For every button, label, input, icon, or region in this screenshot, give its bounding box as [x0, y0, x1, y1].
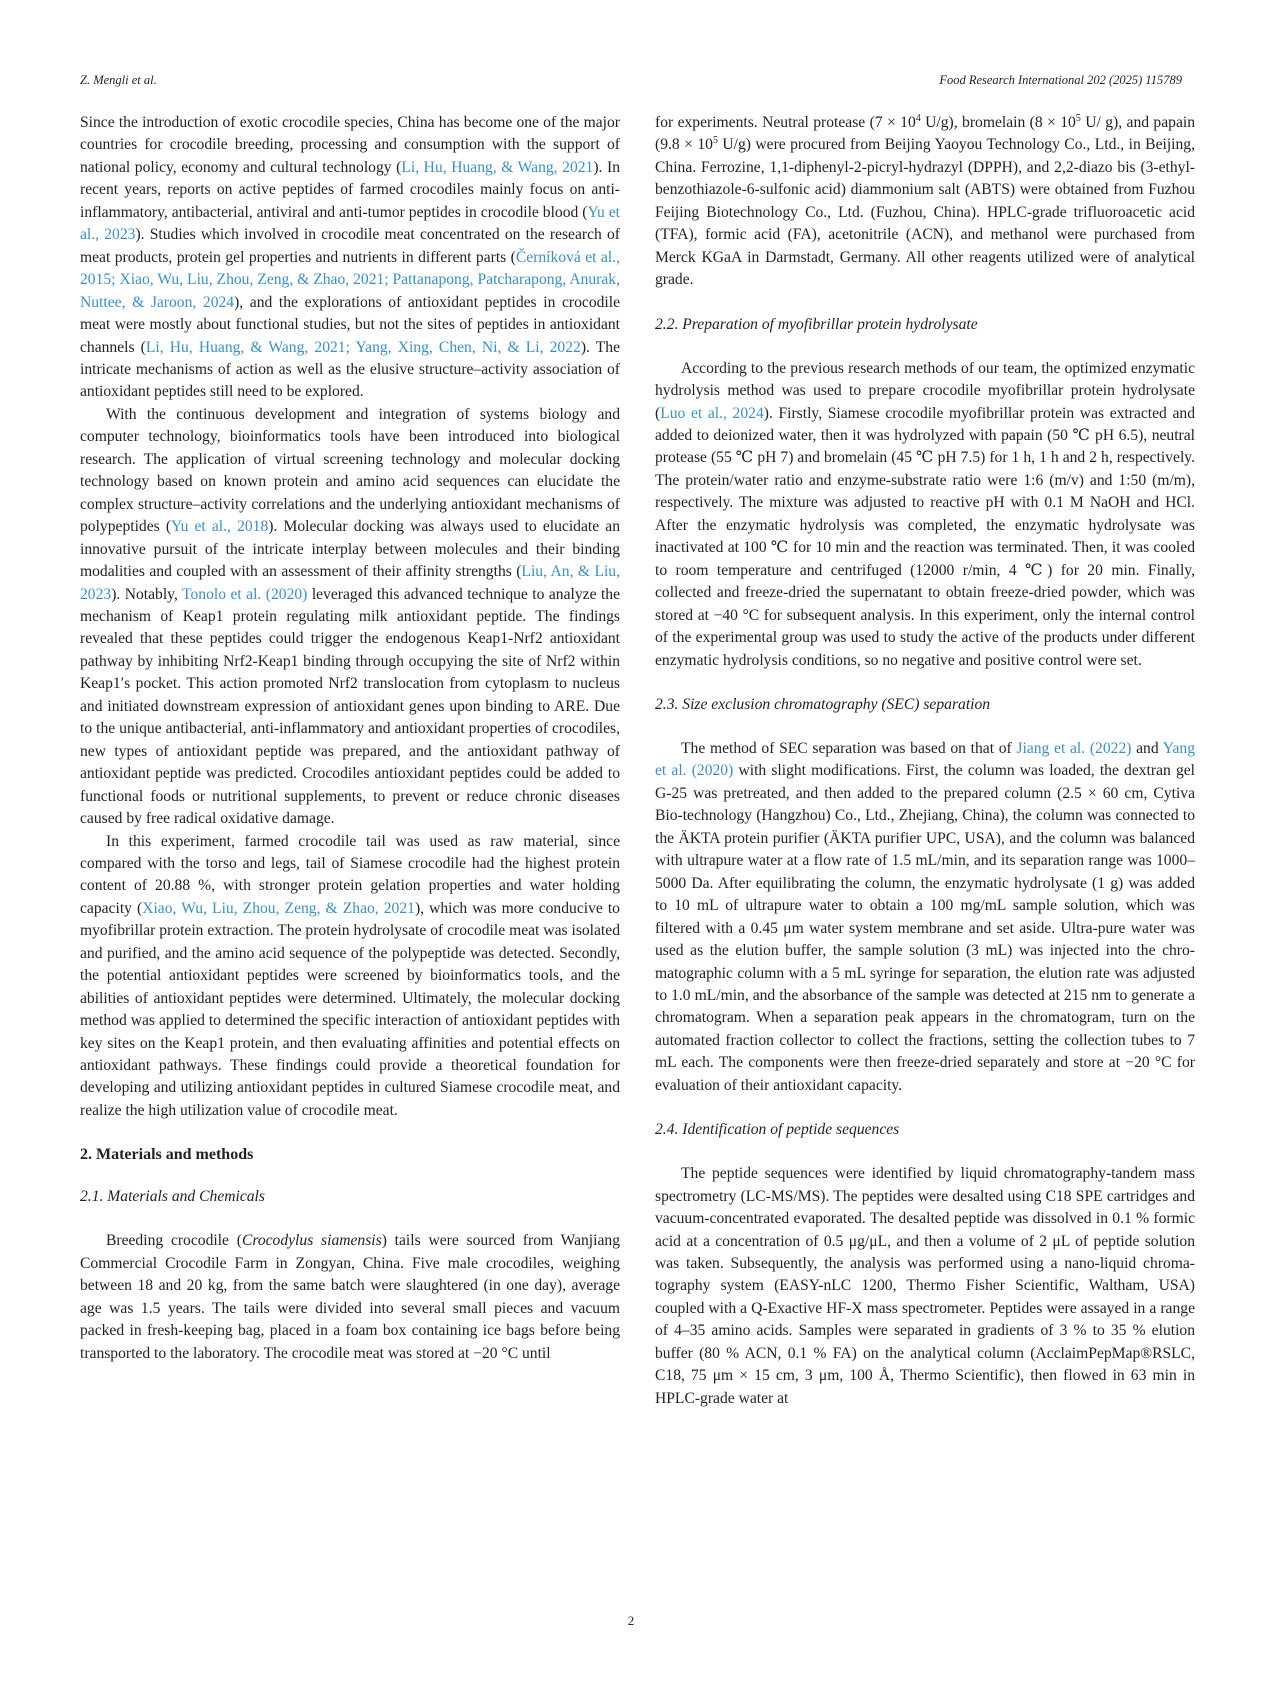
hydrolysate-paragraph [655, 358, 1195, 672]
text-run: ). Notably, [111, 585, 183, 603]
subsection-heading-2-2: 2.2. Preparation of myofibrillar protein hydrolysate [655, 315, 978, 333]
text-run: U/g) were procured from Beijing Yaoyou Technology Co., Ltd., in Beijing, China. Ferrozine, 1,1-diphenyl-2-picryl-hydrazyl (DPPH), and 2,2-diazo bis (3-ethyl-benzothiazole-6-sulfonic acid) diammonium salt (ABTS) were obtained from Fuzhou Feijing Biotechnology Co., Ltd. (Fuzhou, China). HPLC-grade trifluoroacetic acid (TFA), formic acid (FA), acetonitrile (ACN), and methanol were purchased from Merck KGaA in Darmstadt, Germany. All other reagents utilized were of analytical grade. [655, 136, 1195, 289]
text-run: ), which was more conducive to myofibrillar protein extraction. The protein hydrolysate of crocodile meat was isolated and purified, and the amino acid sequence of the polypeptide was detected. Secondly, the potential antioxidant peptides were screened by bioinformatics tools, and the abilities of antioxidant peptides were determined. Ultimately, the molecular docking method was applied to determined the specific interaction of antioxidant peptides with key sites on the Keap1 protein, and then evaluating affinities and potential effects on antioxidant pathways. These findings could provide a theoretical foundation for developing and utilizing antioxidant peptides in cultured Siamese crocodile meat, and realize the high utilization value of crocodile meat. [80, 899, 620, 1119]
citation-link[interactable]: Tonolo et al. (2020) [182, 585, 308, 603]
text-run: In this experiment, farmed crocodile tail was used as raw material, since compared with the torso and legs, tail of Siamese crocodile had the highest protein content of 20.88 %, with stronger protein gelation properties and water holding capacity ( [80, 832, 620, 917]
citation-link[interactable]: Li, Hu, Huang, & Wang, 2021 [401, 158, 594, 176]
page-number: 2 [627, 1613, 635, 1628]
text-run: ), and the explorations of antioxidant peptides in crocodile meat were mostly about functional studies, but not the sites of peptides in antioxidant channels ( [80, 293, 620, 356]
superscript: 4 [915, 113, 921, 124]
citation-link[interactable]: Liu, An, & Liu, 2023 [80, 563, 620, 603]
subsection-heading-2-1: 2.1. Materials and Chemicals [80, 1188, 265, 1206]
left-column [80, 112, 620, 1365]
text-run: The peptide sequences were identified by liquid chromatography-tandem mass spectrometry (LC-MS/MS). The peptides were desalted using C18 SPE cartridges and vacuum-concentrated evaporated. The desalted peptide was dissolved in 0.1 % formic acid at a concentration of 0.5 μg/μL, and then a volume of 2 μL of peptide solution was taken. Subsequently, the analysis was performed using a nano-liquid chromatography system (EASY-nLC 1200, Thermo Fisher Scientific, Waltham, USA) coupled with a Q-Exactive HF-X mass spectrometer. Peptides were assayed in a range of 4–35 amino acids. Samples were separated in gradients of 3 % to 35 % elution buffer (80 % ACN, 0.1 % FA) on the analytical column (AcclaimPepMap®RSLC, C18, 75 μm × 15 cm, 3 μm, 100 Å, Thermo Scientific), then flowed in 63 min in HPLC-grade water at [655, 1165, 1195, 1407]
running-head-journal: Food Research International 202 (2025) 115789 [939, 73, 1182, 87]
citation-link[interactable]: Xiao, Wu, Liu, Zhou, Zeng, & Zhao, 2021 [142, 899, 415, 917]
text-run: According to the previous research methods of our team, the optimized enzymatic hydrolysis method was used to prepare crocodile myofibrillar protein hydrolysate ( [655, 359, 1195, 422]
text-run: ) tails were sourced from Wanjiang Commercial Crocodile Farm in Zongyan, China. Five male crocodiles, weighing between 18 and 20 kg, from the same batch were slaughtered (in one day), average age was 1.5 years. The tails were divided into several small pieces and vacuum packed in fresh-keeping bag, placed in a foam box containing ice bags before being transported to the laboratory. The crocodile meat was stored at −20 °C until [80, 1232, 620, 1362]
intro-paragraph-3 [80, 831, 620, 1123]
subsection-heading-2-4: 2.4. Identification of peptide sequences [655, 1121, 900, 1139]
text-run: U/ g), and papain (9.8 × 10 [655, 114, 1195, 154]
subsection-heading-2-3: 2.3. Size exclusion chromatography (SEC) separation [655, 695, 991, 713]
citation-link[interactable]: Jiang et al. (2022) [1016, 739, 1132, 757]
citation-link[interactable]: Yu et al., 2018 [171, 518, 269, 536]
intro-paragraph-2 [80, 404, 620, 831]
peptide-id-paragraph [655, 1163, 1195, 1410]
text-run: with slight modifications. First, the column was loaded, the dextran gel G-25 was pretreated, and then added to the prepared column (2.5 × 60 cm, Cytiva Bio-technology (Hangzhou) Co., Ltd., Zhejiang, China), the column was connected to the ÄKTA protein purifier (ÄKTA purifier UPC, USA), and the column was balanced with ultrapure water at a flow rate of 1.5 mL/min, and its separation range was 1000–5000 Da. After equilibrating the column, the enzymatic hydrolysate (1 g) was added to 10 mL of ultrapure water to obtain a 100 mg/mL sample solution, which was filtered with a 0.45 μm water system membrane and set aside. Ultra-pure water was used as the elution buffer, the sample solution (3 mL) was injected into the chromatographic column with a 5 mL syringe for separation, the elution rate was adjusted to 1.0 mL/min, and the absorbance of the sample was detected at 215 nm to generate a chromatogram. When a separation peak appears in the chromatogram, turn on the automated fraction collector to collect the fractions, setting the collection tubes to 7 mL each. The components were then freeze-dried separately and store at −20 °C for evaluation of their antioxidant capacity. [655, 762, 1196, 1094]
chemicals-paragraph [655, 112, 1195, 292]
superscript: 5 [712, 135, 718, 147]
text-run: The method of SEC separation was based on that of [681, 739, 1017, 757]
text-run: ). In recent years, reports on active peptides of farmed crocodiles mainly focus on anti-inflammatory, antibacterial, antiviral and anti-tumor peptides in crocodile blood ( [80, 158, 621, 221]
text-run: Since the introduction of exotic crocodile species, China has become one of the major countries for crocodile breeding, processing and consumption with the support of national policy, economy and cultural technology ( [80, 114, 620, 176]
text-run: ). The intricate mechanisms of action as well as the elusive structure–activity association of antioxidant peptides still need to be explored. [80, 338, 620, 401]
citation-link[interactable]: Yang et al. (2020) [655, 739, 1195, 780]
citation-link[interactable]: Li, Hu, Huang, & Wang, 2021; Yang, Xing, Chen, Ni, & Li, 2022 [145, 338, 581, 356]
text-run: for experiments. Neutral protease (7 × 10 [655, 114, 916, 131]
citation-link[interactable]: Luo et al., 2024 [660, 404, 764, 422]
superscript: 5 [1075, 113, 1081, 124]
citation-link[interactable]: Yu et al., 2023 [80, 203, 620, 244]
text-run: ). Studies which involved in crocodile meat concentrated on the research of meat products, protein gel properties and nutrients in different parts ( [80, 226, 620, 266]
running-head-authors: Z. Mengli et al. [80, 73, 157, 87]
section-heading-materials-methods: 2. Materials and methods [80, 1146, 254, 1164]
text-run: leveraged this advanced technique to analyze the mechanism of Keap1 protein regulating milk antioxidant peptide. The findings revealed that these peptides could trigger the endogenous Keap1-Nrf2 antioxidant pathway by inhibiting Nrf2-Keap1 binding through occupying the site of Nrf2 within Keap1′s pocket. This action promoted Nrf2 translocation from cytoplasm to nucleus and initiated downstream expression of antioxidant genes upon binding to ARE. Due to the unique antibacterial, anti-inflammatory and antioxidant properties of crocodiles, new types of antioxidant peptide was prepared, and the antioxidant pathway of antioxidant peptide was predicted. Crocodiles antioxidant peptides could be added to functional foods or nutritional supplements, to prevent or reduce chronic diseases caused by free radical oxidative damage. [80, 585, 621, 828]
text-run: With the continuous development and integration of systems biology and computer technology, bioinformatics tools have been introduced into biological research. The application of virtual screening technology and molecular docking technology based on known protein and amino acid sequences can elucidate the complex structure–activity correlations and the underlying antioxidant mechanisms of polypeptides ( [80, 405, 620, 536]
sec-paragraph [655, 738, 1195, 1097]
text-run: ). Molecular docking was always used to elucidate an innovative pursuit of the intricate interplay between molecules and their binding modalities and coupled with an assessment of their affinity strengths ( [80, 518, 621, 581]
species-name: Crocodylus siamensis [241, 1232, 382, 1250]
intro-paragraph-1 [80, 112, 620, 404]
text-run: and [1131, 739, 1163, 757]
text-run: ). Firstly, Siamese crocodile myofibrillar protein was extracted and added to deionized water, then it was hydrolyzed with papain (50 ℃ pH 6.5), neutral protease (55 ℃ pH 7) and bromelain (45 ℃ pH 7.5) for 1 h, 1 h and 2 h, respectively. The protein/water ratio and enzyme-substrate ratio were 1:6 (m/v) and 1:50 (m/m), respectively. The mixture was adjusted to reactive pH with 0.1 M NaOH and HCl. After the enzymatic hydrolysis was completed, the enzymatic hydrolysate was inactivated at 100 ℃ for 10 min and the reaction was terminated. Then, it was cooled to room temperature and centrifuged (12000 r/min, 4 ℃) for 20 min. Finally, collected and freeze-dried the supernatant to obtain freeze-dried powder, which was stored at −40 °C for subsequent analysis. In this experiment, only the internal control of the experimental group was used to study the active of the products under different enzymatic hydrolysis conditions, so no negative and positive control were set. [655, 404, 1195, 669]
text-run: U/g), bromelain (8 × 10 [920, 114, 1076, 131]
citation-link[interactable]: Černíková et al., 2015; Xiao, Wu, Liu, Zhou, Zeng, & Zhao, 2021; Pattanapong, Patcharapong, Anurak, Nuttee, & Jaroon, 2024 [80, 248, 620, 311]
materials-paragraph [80, 1230, 620, 1365]
right-column [655, 112, 1195, 1410]
text-run: Breeding crocodile ( [106, 1232, 242, 1250]
